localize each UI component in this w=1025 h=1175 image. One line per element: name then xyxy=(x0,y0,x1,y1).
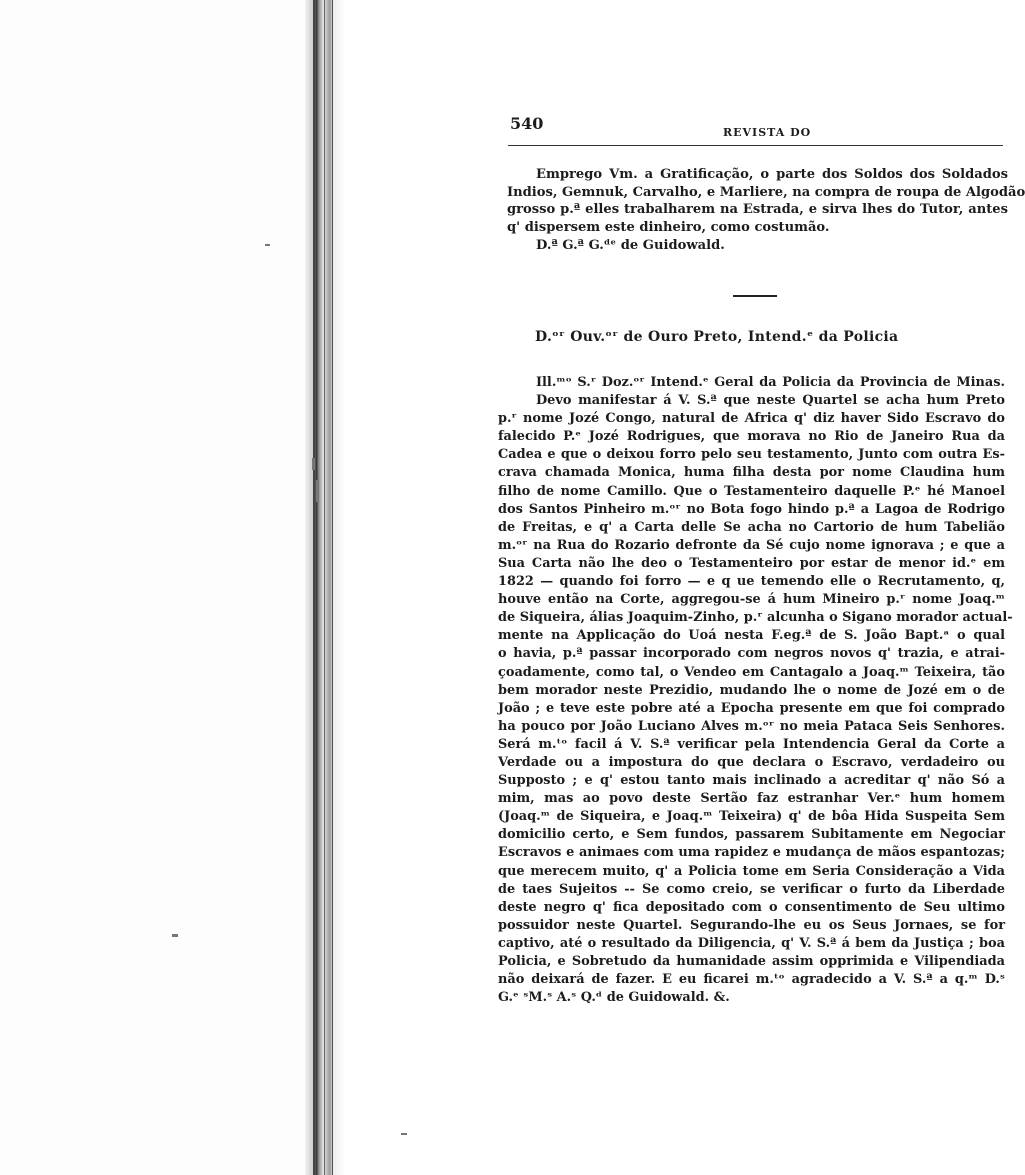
text-line: m.ᵒʳ na Rua do Rozario defronte da Sé cujo nome ignorava ; e que a xyxy=(498,537,1005,553)
text-line: filho de nome Camillo. Que o Testamenteiro daquelle P.ᵉ hé Manoel xyxy=(498,483,1005,499)
text-line: o havia, p.ª passar incorporado com negros novos q' trazia, e atrai- xyxy=(498,646,1005,662)
text-line: p.ʳ nome Jozé Congo, natural de Africa q' diz haver Sido Escravo do xyxy=(498,411,1005,427)
text-line: possuidor neste Quartel. Segurando-lhe eu os Seus Jornaes, se for xyxy=(498,917,1005,933)
text-line: (Joaq.ᵐ de Siqueira, e Joaq.ᵐ Teixeira) q' de bôa Hida Suspeita Sem xyxy=(498,809,1005,825)
scan-speck xyxy=(312,458,315,470)
text-line: Policia, e Sobretudo da humanidade assim opprimida e Vilipendiada xyxy=(498,954,1005,969)
text-line: deste negro q' fica depositado com o consentimento de Seu ultimo xyxy=(498,899,1005,915)
text-line: Verdade ou a impostura do que declara o Escravo, verdadeiro ou xyxy=(498,754,1005,770)
gutter-edge-line xyxy=(324,0,325,1175)
text-line: q' dispersem este dinheiro, como costumão. xyxy=(507,220,830,236)
text-line: que merecem muito, q' a Policia tome em Seria Consideração a Vida xyxy=(498,863,1005,879)
letter-body xyxy=(498,374,1013,1007)
left-page-blank xyxy=(0,0,305,1175)
page-header xyxy=(495,110,1015,139)
section-title: D.ᵒʳ Ouv.ᵒʳ de Ouro Preto, Intend.ᵉ da Policia xyxy=(535,329,899,345)
text-line: domicilio certo, e Sem fundos, passarem Subitamente em Negociar xyxy=(498,827,1005,843)
text-line: João ; e teve este pobre até a Epocha presente em que foi comprado xyxy=(498,700,1005,716)
text-line: houve então na Corte, aggregou-se á hum Mineiro p.ʳ nome Joaq.ᵐ xyxy=(498,592,1005,608)
running-head: REVISTA DO xyxy=(723,126,812,139)
text-line: dos Santos Pinheiro m.ᵒʳ no Bota fogo hindo p.ª a Lagoa de Rodrigo xyxy=(498,501,1005,517)
closing-line: G.ᵉ ˢM.ˢ A.ˢ Q.ᵈ de Guidowald. &. xyxy=(498,990,730,1006)
book-gutter xyxy=(305,0,345,1175)
text-line: crava chamada Monica, huma filha desta por nome Claudina hum xyxy=(498,465,1005,481)
book-page xyxy=(495,110,1015,139)
text-line: çoadamente, como tal, o Vendeo em Cantagalo a Joaq.ᵐ Teixeira, tão xyxy=(498,664,1005,680)
scan-speck xyxy=(172,934,178,937)
scan-speck xyxy=(316,480,319,502)
text-line: bem morador neste Prezidio, mudando lhe o nome de Jozé em o de xyxy=(498,682,1005,698)
scan-speck xyxy=(265,244,270,246)
text-line: mente na Applicação do Uoá nesta F.eg.ª de S. João Bapt.ᵃ o qual xyxy=(498,628,1005,644)
text-line: de Freitas, e q' a Carta delle Se acha no Cartorio de hum Tabelião xyxy=(498,519,1005,535)
scan-speck xyxy=(401,1133,407,1135)
text-line: Sua Carta não lhe deo o Testamenteiro por estar de menor id.ᵉ em xyxy=(498,555,1005,571)
header-rule xyxy=(508,145,1003,146)
text-line: não deixará de fazer. E eu ficarei m.ᵗᵒ agradecido a V. S.ª a q.ᵐ D.ˢ xyxy=(498,972,1005,988)
text-line: Será m.ᵗᵒ facil á V. S.ª verificar pela Intendencia Geral da Corte a xyxy=(498,736,1005,752)
text-line: 1822 — quando foi forro — e q ue temendo elle o Recrutamento, q, xyxy=(498,574,1005,590)
text-line: Cadea e que o deixou forro pelo seu testamento, Junto com outra Es- xyxy=(498,447,1005,463)
text-line: falecido P.ᵉ Jozé Rodrigues, que morava no Rio de Janeiro Rua da xyxy=(498,429,1005,445)
salutation: Ill.ᵐᵒ S.ʳ Doz.ᵒʳ Intend.ᵉ Geral da Policia da Provincia de Minas. xyxy=(536,375,1005,390)
section-divider xyxy=(733,295,777,297)
text-line: de Siqueira, álias Joaquim-Zinho, p.ʳ alcunha o Sigano morador actual- xyxy=(498,610,1013,626)
text-line: Supposto ; e q' estou tanto mais inclinado a acreditar q' não Só a xyxy=(498,773,1005,789)
text-line: grosso p.ª elles trabalharem na Estrada, e sirva lhes do Tutor, antes xyxy=(507,202,1008,218)
gutter-edge-line xyxy=(313,0,315,1175)
text-line: ha pouco por João Luciano Alves m.ᵒʳ no meia Pataca Seis Senhores. xyxy=(498,718,1005,734)
first-paragraph xyxy=(507,166,1025,255)
signature: D.ª G.ª G.ᵈᵉ de Guidowald. xyxy=(536,237,725,253)
text-line: Devo manifestar á V. S.ª que neste Quartel se acha hum Preto xyxy=(536,393,1005,409)
text-line: Emprego Vm. a Gratificação, o parte dos Soldos dos Soldados xyxy=(536,167,1008,182)
text-line: Indios, Gemnuk, Carvalho, e Marliere, na compra de roupa de Algodão xyxy=(507,184,1025,200)
text-line: mim, mas ao povo deste Sertão faz estranhar Ver.ᵉ hum homem xyxy=(498,791,1005,807)
text-line: Escravos e animaes com uma rapidez e mudança de mãos espantozas; xyxy=(498,845,1005,861)
text-line: de taes Sujeitos -- Se como creio, se verificar o furto da Liberdade xyxy=(498,881,1005,897)
text-line: captivo, até o resultado da Diligencia, q' V. S.ª á bem da Justiça ; boa xyxy=(498,935,1005,951)
gutter-edge-line xyxy=(332,0,333,1175)
page-number: 540 xyxy=(510,114,544,133)
